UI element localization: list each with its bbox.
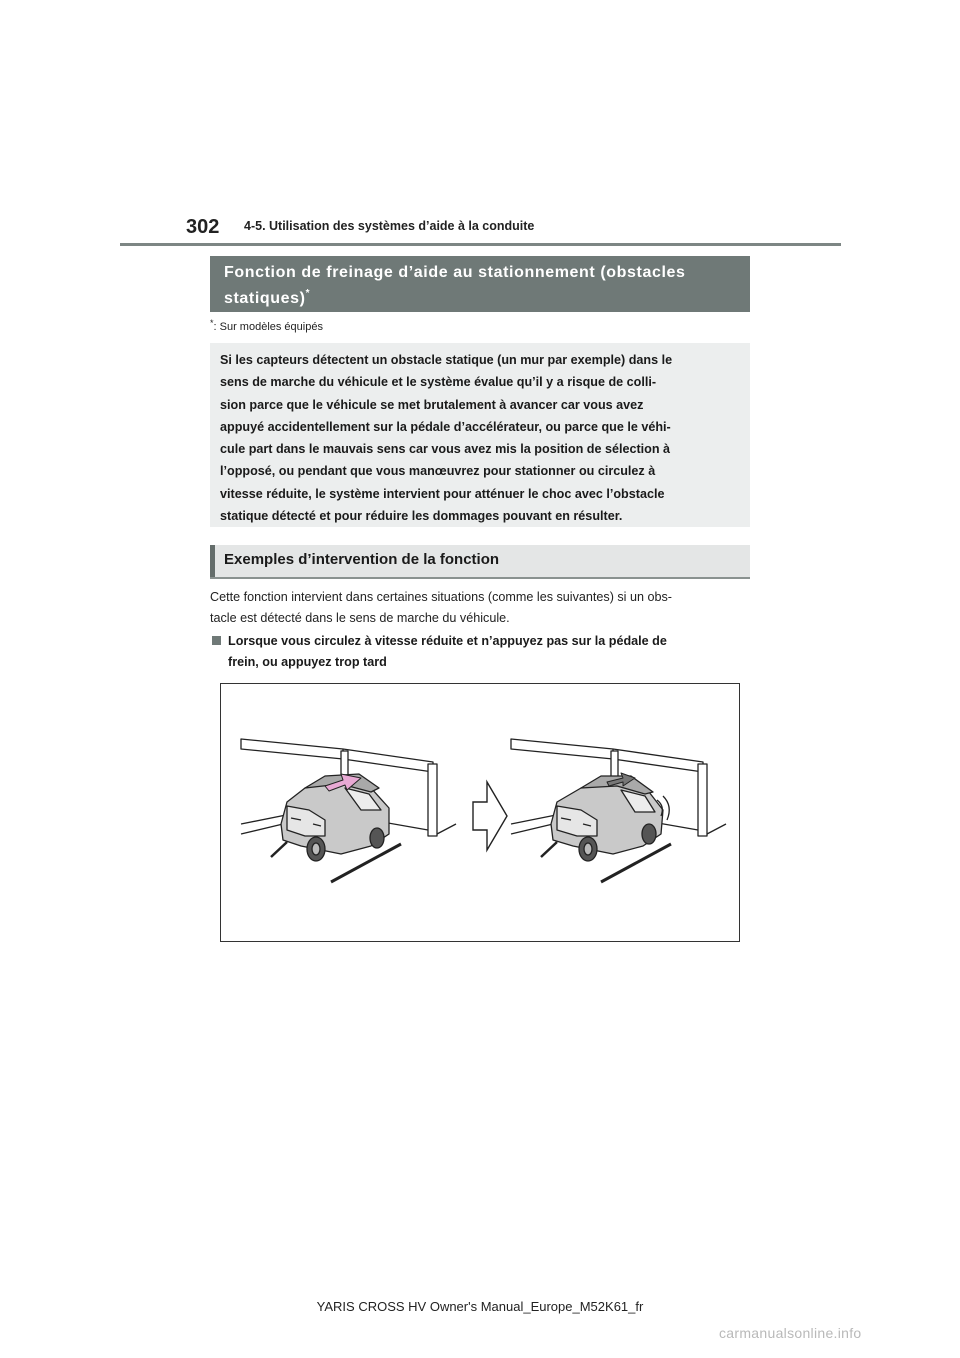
intro-line: l’opposé, ou pendant que vous manœuvrez pour stationner ou circulez à bbox=[220, 464, 656, 479]
intro-box bbox=[210, 343, 750, 527]
parking-brake-illustration bbox=[221, 684, 739, 941]
section-title: Fonction de freinage d’aide au stationnement (obstacles statiques) bbox=[224, 264, 686, 307]
intro-line: cule part dans le mauvais sens car vous avez mis la position de sélection à bbox=[220, 442, 671, 457]
body-line: Cette fonction intervient dans certaines situations (comme les suivantes) si un obs- bbox=[210, 590, 672, 604]
body-line: tacle est détecté dans le sens de marche du véhicule. bbox=[210, 610, 510, 625]
scene-before-wall bbox=[241, 739, 456, 882]
header-divider bbox=[120, 243, 841, 246]
right-arrow-icon bbox=[473, 782, 507, 850]
scene-at-wall bbox=[511, 739, 726, 882]
section-breadcrumb: 4-5. Utilisation des systèmes d’aide à la conduite bbox=[244, 219, 535, 233]
intro-line: sion parce que le véhicule se met brutalement à avancer car vous avez bbox=[220, 397, 644, 412]
body-paragraph bbox=[210, 587, 750, 628]
illustration-frame bbox=[220, 683, 740, 942]
square-bullet-icon bbox=[212, 636, 221, 645]
intro-line: vitesse réduite, le système intervient pour atténuer le choc avec l’obstacle bbox=[220, 486, 665, 501]
footnote-marker: * bbox=[210, 318, 214, 328]
page-number: 302 bbox=[186, 216, 220, 238]
manual-footer: YARIS CROSS HV Owner's Manual_Europe_M52K61_fr bbox=[316, 1299, 644, 1314]
watermark: carmanualsonline.info bbox=[719, 1325, 862, 1341]
footnote bbox=[210, 318, 323, 333]
intro-line: sens de marche du véhicule et le système évalue qu’il y a risque de colli- bbox=[220, 375, 657, 390]
section-title-footnote-marker: * bbox=[305, 288, 311, 299]
footnote-text: : Sur modèles équipés bbox=[213, 321, 323, 333]
bullet-line: frein, ou appuyez trop tard bbox=[228, 654, 387, 669]
bullet-text bbox=[228, 631, 748, 672]
bullet-line: Lorsque vous circulez à vitesse réduite et n’appuyez pas sur la pédale de bbox=[228, 634, 667, 648]
subsection-divider bbox=[210, 577, 750, 579]
subsection-heading: Exemples d’intervention de la fonction bbox=[210, 545, 750, 577]
intro-line: appuyé accidentellement sur la pédale d’accélérateur, ou parce que le véhi- bbox=[220, 419, 671, 434]
intro-line: Si les capteurs détectent un obstacle statique (un mur par exemple) dans le bbox=[220, 353, 673, 367]
intro-line: statique détecté et pour réduire les dommages pouvant en résulter. bbox=[220, 509, 623, 524]
car-icon bbox=[551, 776, 663, 861]
section-title-bar bbox=[210, 256, 750, 312]
